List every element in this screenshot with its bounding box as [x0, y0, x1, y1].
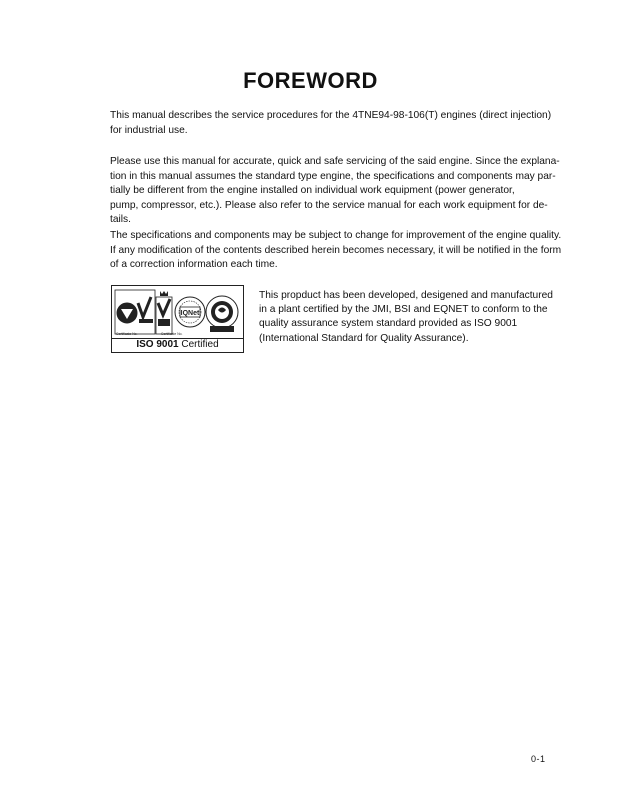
page-title: FOREWORD [243, 68, 378, 93]
text-line: tion in this manual assumes the standard type engine, the specifications and components may par- [110, 170, 556, 182]
iso-standard-label: ISO 9001 [136, 339, 179, 350]
usage-paragraph [110, 155, 560, 228]
intro-paragraph [110, 109, 552, 138]
text-line: tails. [110, 214, 131, 226]
text-line: of a correction information each time. [110, 259, 278, 271]
certified-label: Certified [178, 339, 219, 350]
certificate-number-label: Certificate No. [116, 332, 138, 336]
text-line: The specifications and components may be subject to change for improvement of the engine quality. [110, 230, 562, 241]
text-line: If any modification of the contents described herein becomes necessary, it will be notified in the form [110, 244, 562, 256]
text-line: Please use this manual for accurate, quick and safe servicing of the said engine. Since the explana- [110, 156, 560, 167]
text-line: tially be different from the engine installed on individual work equipment (power generator, [110, 185, 515, 197]
iso-certificate-logo [111, 285, 244, 353]
text-line: in a plant certified by the JMI, BSI and EQNET to conform to the [259, 304, 548, 316]
text-line: quality assurance system standard provided as ISO 9001 [259, 318, 518, 330]
text-line: pump, compressor, etc.). Please also refer to the service manual for each work equipment for de- [110, 199, 548, 211]
text-line: for industrial use. [110, 124, 188, 136]
text-line: This propduct has been developed, desigened and manufactured [259, 290, 553, 301]
text-line: This manual describes the service procedures for the 4TNE94-98-106(T) engines (direct injection) [110, 110, 552, 121]
certification-paragraph [259, 289, 551, 346]
iso-caption [112, 338, 243, 351]
page-number: 0-1 [531, 754, 546, 764]
svg-text:IQNet: IQNet [180, 310, 200, 317]
text-line: (International Standard for Quality Assurance). [259, 332, 469, 344]
certificate-number-label: Certificate No. [161, 332, 183, 336]
specifications-paragraph [110, 229, 562, 273]
